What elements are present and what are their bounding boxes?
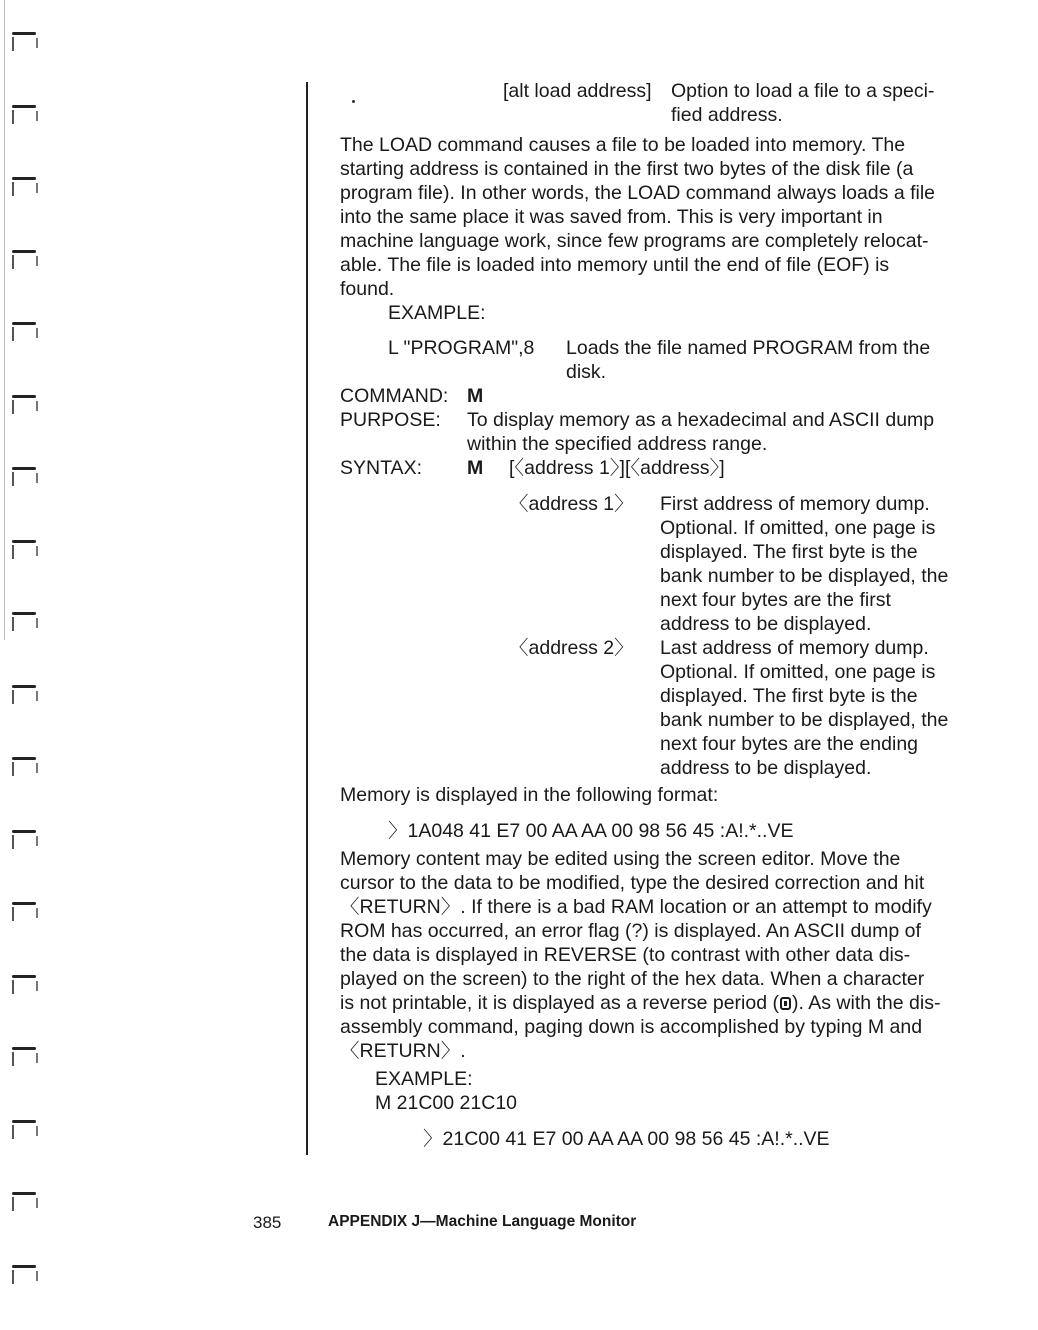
edit-para-line: played on the screen) to the right of the hex data. When a character [340,968,925,990]
binding-hole [12,757,38,787]
margin-rule [306,82,308,1155]
load-para-line: able. The file is loaded into memory until the end of file (EOF) is [340,254,890,276]
syntax-command: M [467,457,484,479]
binding-holes [0,0,48,1330]
param-desc-line: First address of memory dump. [660,493,930,515]
edit-para-line: assembly command, paging down is accomplished by typing M and [340,1016,923,1038]
edit-para-line: ROM has occurred, an error flag (?) is displayed. An ASCII dump of [340,920,921,942]
binding-hole [12,685,38,715]
binding-hole [12,395,38,425]
param-desc-line: displayed. The first byte is the [660,541,918,563]
load-para-line: program file). In other words, the LOAD command always loads a file [340,182,936,204]
binding-hole [12,467,38,497]
param-desc-line: bank number to be displayed, the [660,565,949,587]
param-desc-line: address to be displayed. [660,613,872,635]
footer-title: APPENDIX J—Machine Language Monitor [328,1213,637,1230]
param-desc-line: next four bytes are the ending [660,733,919,755]
load-para-line: machine language work, since few programs are completely relocat- [340,230,929,252]
param-name: 〈address 1〉 [509,493,634,515]
binding-hole [12,975,38,1005]
binding-hole [12,105,38,135]
edit-para-line: 〈RETURN〉. If there is a bad RAM location or an attempt to modify [340,896,932,918]
format-example: 〉1A048 41 E7 00 AA AA 00 98 56 45 :A!.*..VE [388,820,794,842]
edit-para-line: cursor to the data to be modified, type the desired correction and hit [340,872,925,894]
load-example-desc-2: disk. [566,361,607,383]
edit-line-7-post: ). [791,992,804,1014]
format-intro: Memory is displayed in the following format: [340,784,719,806]
edit-para-line: 〈RETURN〉. [340,1040,466,1062]
binding-hole [12,1265,38,1295]
param-desc-line: Last address of memory dump. [660,637,929,659]
purpose-line-2: within the specified address range. [467,433,768,455]
m-example-output: 〉21C00 41 E7 00 AA AA 00 98 56 45 :A!.*..VE [423,1128,830,1150]
purpose-line-1: To display memory as a hexadecimal and ASCII dump [467,409,935,431]
sidebar-line [4,0,5,640]
syntax-args: [〈address 1〉][〈address〉] [509,457,725,479]
edit-line-7-pre: is not printable, it is displayed as a reverse period ( [340,992,779,1014]
edit-para-line: Memory content may be edited using the screen editor. Move the [340,848,901,870]
m-example-code: M 21C00 21C10 [375,1092,518,1114]
load-example-code: L "PROGRAM",8 [388,337,535,359]
reverse-period-icon [780,997,791,1010]
purpose-label: PURPOSE: [340,409,441,431]
binding-hole [12,902,38,932]
edit-para-line [340,991,940,1015]
binding-hole [12,32,38,62]
syntax-label: SYNTAX: [340,457,422,479]
m-example-label: EXAMPLE: [375,1068,473,1090]
load-option-desc-2: fied address. [671,104,783,126]
binding-hole [12,1047,38,1077]
load-para-line: into the same place it was saved from. This is very important in [340,206,883,228]
binding-hole [12,250,38,280]
param-name: 〈address 2〉 [509,637,634,659]
load-option-desc-1: Option to load a file to a speci- [671,80,935,102]
binding-hole [12,540,38,570]
page-number: 385 [253,1213,282,1232]
binding-hole [12,1120,38,1150]
binding-hole [12,322,38,352]
load-para-line: starting address is contained in the first two bytes of the disk file (a [340,158,914,180]
binding-hole [12,612,38,642]
binding-hole [12,830,38,860]
param-desc-line: address to be displayed. [660,757,872,779]
command-value: M [467,385,484,407]
param-desc-line: displayed. The first byte is the [660,685,918,707]
load-para-line: found. [340,278,395,300]
binding-hole [12,1192,38,1222]
binding-hole [12,177,38,207]
load-option-name: [alt load address] [503,80,652,102]
load-example-label: EXAMPLE: [388,302,486,324]
load-example-desc-1: Loads the file named PROGRAM from the [566,337,931,359]
edit-line-7-tail: As with the dis- [808,992,941,1014]
param-desc-line: next four bytes are the first [660,589,891,611]
edit-para-line: the data is displayed in REVERSE (to contrast with other data dis- [340,944,911,966]
command-label: COMMAND: [340,385,449,407]
param-desc-line: bank number to be displayed, the [660,709,949,731]
speck [352,100,355,103]
param-desc-line: Optional. If omitted, one page is [660,517,936,539]
load-para-line: The LOAD command causes a file to be loaded into memory. The [340,134,906,156]
param-desc-line: Optional. If omitted, one page is [660,661,936,683]
